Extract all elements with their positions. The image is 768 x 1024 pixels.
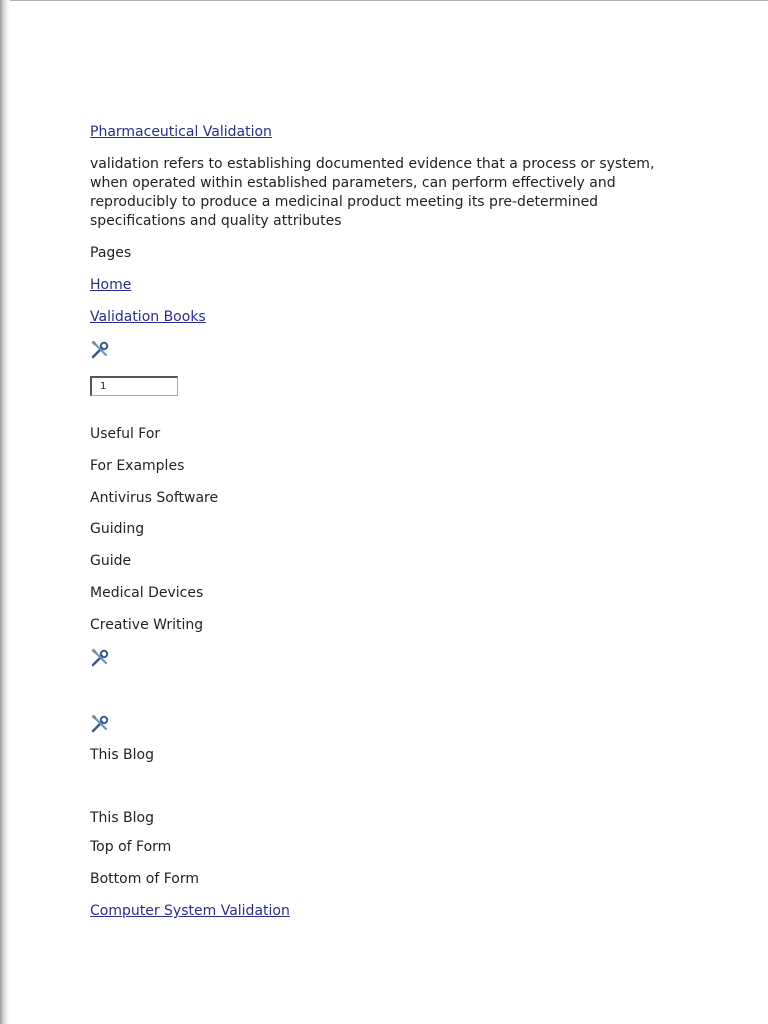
- this-blog-label: This Blog: [90, 810, 155, 826]
- top-of-form-label: Top of Form: [90, 839, 172, 855]
- nav-link-home[interactable]: Home: [90, 277, 132, 293]
- edit-tool-icon[interactable]: [90, 648, 110, 668]
- blog-description: validation refers to establishing documented evidence that a process or system, when operated within established parameters, can perform effectively and reproducibly to produce a medicinal product meeting its pre-determined specifications and quality attributes: [90, 156, 655, 229]
- useful-for-item: Creative Writing: [90, 617, 204, 633]
- pages-heading: Pages: [90, 245, 132, 261]
- useful-for-item: Guide: [90, 553, 132, 569]
- blog-title-link[interactable]: Pharmaceutical Validation: [90, 124, 272, 140]
- useful-for-item: For Examples: [90, 458, 185, 474]
- edit-tool-icon[interactable]: [90, 714, 110, 734]
- nav-link-validation-books[interactable]: Validation Books: [90, 309, 206, 325]
- bottom-of-form-label: Bottom of Form: [90, 871, 200, 887]
- computer-system-validation-link[interactable]: Computer System Validation: [90, 903, 290, 919]
- edit-tool-icon[interactable]: [90, 340, 110, 360]
- quantity-input[interactable]: [90, 376, 178, 396]
- useful-for-item: Guiding: [90, 521, 145, 537]
- useful-for-item: Medical Devices: [90, 585, 204, 601]
- this-blog-label: This Blog: [90, 747, 155, 763]
- useful-for-item: Antivirus Software: [90, 490, 219, 506]
- page-left-shadow: [0, 0, 10, 1024]
- useful-for-heading: Useful For: [90, 426, 161, 442]
